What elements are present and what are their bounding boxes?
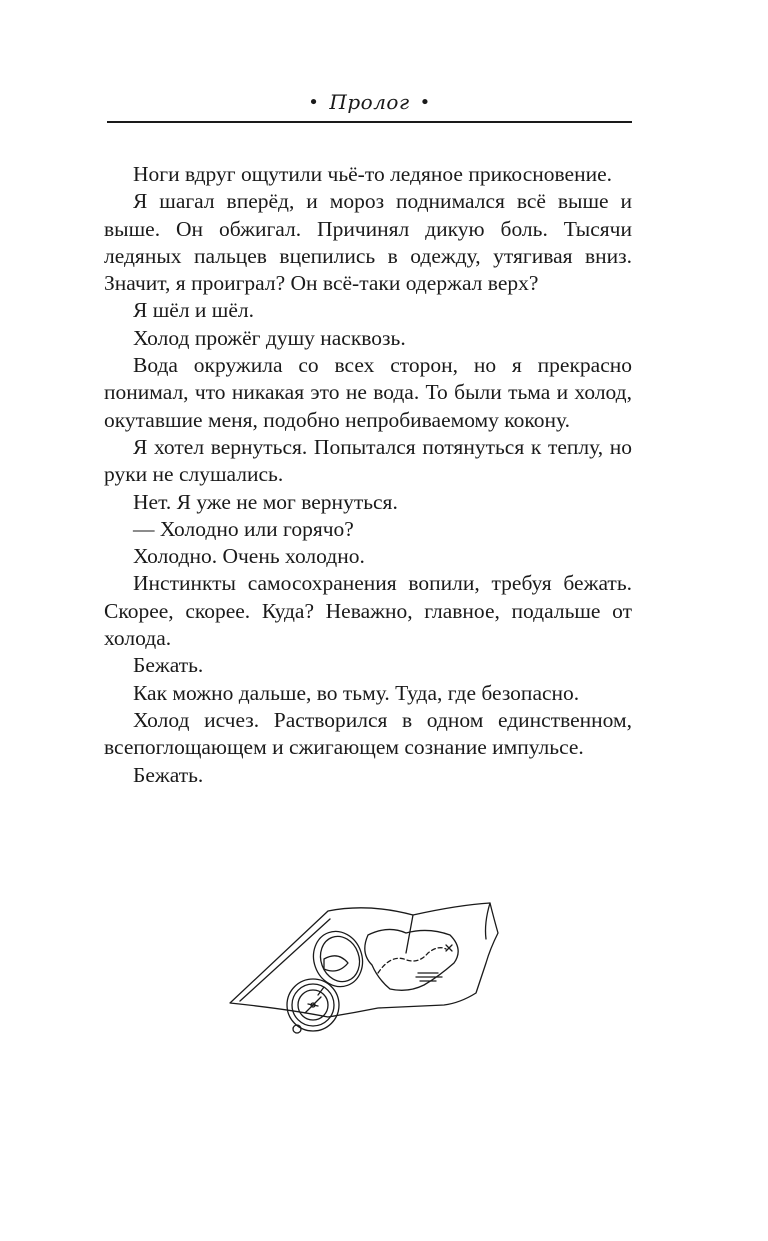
header-dot-right: • bbox=[419, 92, 431, 113]
map-and-compass-icon bbox=[228, 893, 518, 1043]
compass-lid bbox=[306, 924, 370, 993]
paragraph: Вода окружила со всех сторон, но я прекрасно понимал, что никакая это не вода. То были тьма и холод, окутавшие меня, подобно непробиваемому кокону. bbox=[104, 353, 632, 432]
paragraph: Бежать. bbox=[133, 653, 204, 678]
map-sheet bbox=[230, 903, 498, 1017]
running-header bbox=[107, 90, 632, 114]
paragraph: Холод прожёг душу насквозь. bbox=[133, 325, 406, 350]
header-rule bbox=[107, 121, 632, 123]
paragraph: — Холодно или горячо? bbox=[133, 516, 354, 541]
paragraph: Инстинкты самосохранения вопили, требуя бежать. Скорее, скорее. Куда? Неважно, главное, подальше от холода. bbox=[104, 571, 632, 651]
paragraph: Ноги вдруг ощутили чьё-то ледяное прикосновение. bbox=[133, 162, 613, 186]
paragraph: Как можно дальше, во тьму. Туда, где безопасно. bbox=[133, 680, 580, 705]
chapter-text bbox=[104, 161, 632, 789]
paragraph: Я шагал вперёд, и мороз поднимался всё выше и выше. Он обжигал. Причинял дикую боль. Тысячи ледяных пальцев вцепились в одежду, утягивая вниз. Значит, я проиграл? Он всё-таки одержал верх? bbox=[104, 189, 632, 296]
header-dot-left: • bbox=[308, 92, 320, 113]
paragraph: Нет. Я уже не мог вернуться. bbox=[133, 489, 398, 514]
paragraph: Я хотел вернуться. Попытался потянуться к теплу, но руки не слушались. bbox=[104, 434, 632, 487]
paragraph: Я шёл и шёл. bbox=[133, 298, 255, 323]
page-header bbox=[107, 84, 632, 124]
paragraph: Бежать. bbox=[133, 762, 204, 787]
paragraph: Холод исчез. Растворился в одном единственном, всепоглощающем и сжигающем сознание импульсе. bbox=[104, 707, 632, 760]
paragraph: Холодно. Очень холодно. bbox=[133, 544, 365, 569]
chapter-title: Пролог bbox=[329, 90, 410, 114]
